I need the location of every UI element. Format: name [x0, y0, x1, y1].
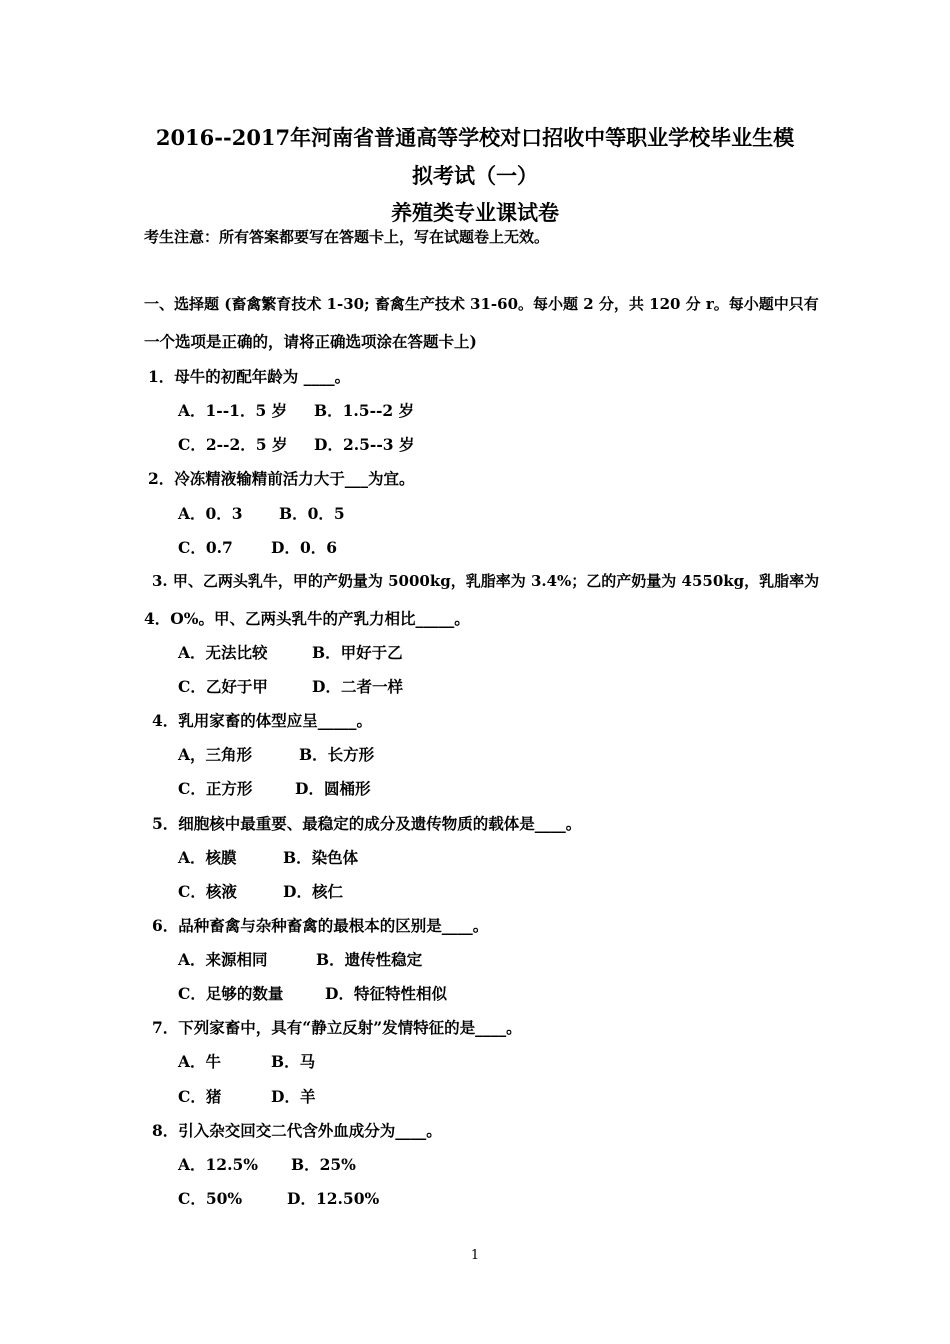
question-5-option-d: D．核仁 — [283, 882, 343, 901]
question-2-option-c: C．0.7 — [178, 538, 233, 557]
question-1-option-d: D．2.5--3 岁 — [314, 435, 415, 454]
question-2-text: 2．冷冻精液输精前活力大于___为宜。 — [148, 469, 415, 488]
question-4-option-b: B．长方形 — [299, 745, 375, 764]
section-intro-line-2: 一个选项是正确的，请将正确选项涂在答题卡上) — [144, 332, 477, 351]
question-4-option-c: C．正方形 — [178, 779, 253, 798]
question-8-option-a: A．12.5% — [178, 1155, 259, 1174]
question-6-text: 6．品种畜禽与杂种畜禽的最根本的区别是____。 — [152, 916, 489, 935]
question-4-option-a: A，三角形 — [178, 745, 253, 764]
question-6-option-c: C．足够的数量 — [178, 984, 284, 1003]
section-intro-line-1: 一、选择题 (畜禽繁育技术 1-30; 畜禽生产技术 31-60。每小题 2 分，共 120 分 r。每小题中只有 — [144, 295, 819, 313]
question-3-option-c: C．乙好于甲 — [178, 677, 268, 696]
question-1-option-a: A．1--1．5 岁 — [178, 401, 288, 420]
question-2-option-a: A．0．3 — [178, 504, 243, 523]
question-7-text: 7．下列家畜中，具有“静立反射”发情特征的是____。 — [152, 1018, 522, 1037]
question-3-text-continued: 4．O%。甲、乙两头乳牛的产乳力相比_____。 — [144, 609, 470, 628]
question-4-option-d: D．圆桶形 — [295, 779, 371, 798]
question-8-option-d: D．12.50% — [287, 1189, 380, 1208]
question-6-option-b: B．遗传性稳定 — [316, 950, 423, 969]
question-8-option-c: C．50% — [178, 1189, 243, 1208]
question-8-text: 8．引入杂交回交二代含外血成分为____。 — [152, 1121, 442, 1140]
question-7-option-b: B．马 — [271, 1052, 316, 1071]
question-7-option-c: C．猪 — [178, 1087, 222, 1106]
question-1-option-b: B．1.5--2 岁 — [314, 401, 415, 420]
question-6-option-a: A．来源相同 — [178, 950, 268, 969]
exam-subtitle: 养殖类专业课试卷 — [391, 200, 559, 225]
question-3-text: 3. 甲、乙两头乳牛，甲的产奶量为 5000kg，乳脂率为 3.4%；乙的产奶量为 4550kg，乳脂率为 — [152, 572, 820, 590]
question-3-option-d: D．二者一样 — [312, 677, 403, 696]
question-3-option-a: A．无法比较 — [178, 643, 268, 662]
question-1-option-c: C．2--2．5 岁 — [178, 435, 288, 454]
question-2-option-d: D．0．6 — [271, 538, 338, 557]
question-5-option-a: A．核膜 — [178, 848, 237, 867]
question-3-option-b: B．甲好于乙 — [312, 643, 403, 662]
question-5-option-b: B．染色体 — [283, 848, 359, 867]
candidate-notice: 考生注意：所有答案都要写在答题卡上，写在试题卷上无效。 — [144, 228, 550, 246]
question-2-option-b: B．0．5 — [279, 504, 345, 523]
question-7-option-d: D．羊 — [271, 1087, 316, 1106]
question-8-option-b: B．25% — [291, 1155, 356, 1174]
page-number: 1 — [470, 1248, 480, 1263]
question-6-option-d: D．特征特性相似 — [325, 984, 447, 1003]
title-line-2: 拟考试（一） — [412, 163, 538, 188]
question-7-option-a: A．牛 — [178, 1052, 222, 1071]
question-4-text: 4．乳用家畜的体型应呈_____。 — [152, 711, 373, 730]
title-line-1: 2016--2017年河南省普通高等学校对口招收中等职业学校毕业生模 — [155, 125, 795, 150]
question-5-option-c: C．核液 — [178, 882, 237, 901]
question-1-text: 1．母牛的初配年龄为 ____。 — [148, 367, 351, 386]
question-5-text: 5．细胞核中最重要、最稳定的成分及遗传物质的载体是____。 — [152, 814, 582, 833]
